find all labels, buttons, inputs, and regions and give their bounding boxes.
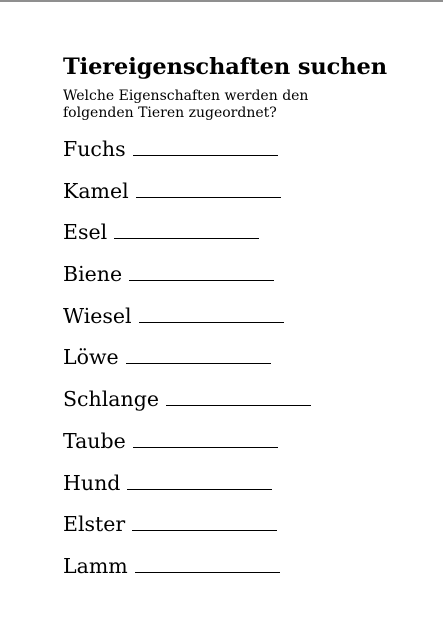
animal-row-schlange [63, 387, 423, 429]
animal-row-fuchs [63, 137, 423, 179]
animal-row-biene [63, 262, 423, 304]
animal-row-wiesel [63, 304, 423, 346]
answer-line [127, 488, 272, 490]
animal-row-lamm [63, 554, 423, 596]
animal-name: Elster [63, 512, 126, 537]
animal-row-kamel [63, 179, 423, 221]
answer-line [133, 446, 278, 448]
animal-name: Biene [63, 262, 123, 287]
answer-line [133, 154, 278, 156]
answer-line [114, 237, 259, 239]
animal-list [63, 137, 423, 596]
answer-line [166, 404, 311, 406]
answer-line [135, 571, 280, 573]
animal-row-hund [63, 471, 423, 513]
worksheet-title: Tiereigenschaften suchen [63, 54, 387, 80]
animal-row-taube [63, 429, 423, 471]
animal-row-esel [63, 220, 423, 262]
answer-line [129, 279, 274, 281]
animal-row-loewe [63, 345, 423, 387]
animal-name: Hund [63, 470, 121, 495]
animal-name: Wiesel [63, 303, 132, 328]
animal-name: Lamm [63, 553, 128, 578]
animal-name: Esel [63, 220, 108, 245]
animal-row-elster [63, 512, 423, 554]
animal-name: Schlange [63, 387, 159, 412]
answer-line [139, 321, 284, 323]
animal-name: Fuchs [63, 137, 126, 161]
animal-name: Kamel [63, 178, 129, 203]
animal-name: Taube [63, 428, 126, 453]
worksheet-question: Welche Eigenschaften werden den folgenden Tieren zugeordnet? [63, 88, 309, 121]
answer-line [136, 196, 281, 198]
answer-line [126, 362, 271, 364]
animal-name: Löwe [63, 345, 119, 370]
worksheet-page [63, 52, 423, 596]
answer-line [132, 529, 277, 531]
top-border [0, 0, 443, 2]
